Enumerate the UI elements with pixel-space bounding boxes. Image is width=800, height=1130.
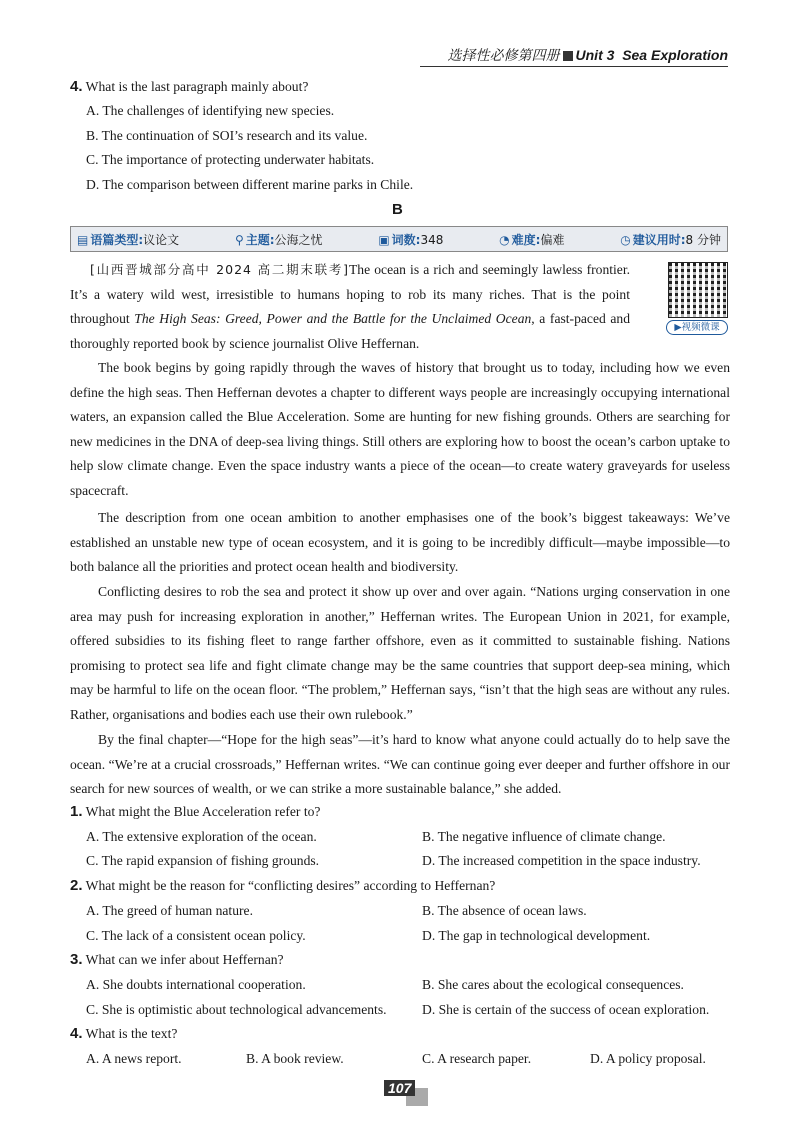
page-number: 107 [384, 1080, 415, 1096]
option: A. The challenges of identifying new species. [86, 103, 335, 118]
option: A. The greed of human nature. [86, 903, 253, 918]
gauge-icon: ◔ [499, 233, 510, 247]
question-number: 4. [70, 78, 83, 95]
paragraph-2: The book begins by going rapidly through the waves of history that brought us to today, including how we even define the high seas. Then Heffernan devotes a chapter to different ways people are increasingly occupying international waters, an expansion called the Blue Acceleration. Some are hunting for new fishing grounds. Others are searching for new medicines in the DNA of deep-sea living things. Still others are exploring how to boost the ocean’s carbon uptake to help slow climate change. Even the space industry wants a piece of the ocean—to create watery graveyards for useless spacecraft. [70, 360, 730, 498]
info-theme: ⚲ 主题:公海之忧 [234, 233, 323, 247]
option: C. She is optimistic about technological advancements. [86, 1002, 387, 1017]
option: A. A news report. [86, 1051, 182, 1066]
unit-topic: Sea Exploration [622, 47, 728, 63]
square-icon [563, 51, 573, 61]
paragraph-3: The description from one ocean ambition to another emphasises one of the book’s biggest takeaways: We’ve established an unstable new type of ocean ecosystem, and it is going to be incredibly difficult—maybe impossible—to both balance all the priorities and protect ocean health and biodiversity. [70, 510, 730, 575]
question-stem: What is the last paragraph mainly about? [85, 79, 309, 94]
option: D. The comparison between different marine parks in Chile. [86, 177, 414, 192]
option: D. The increased competition in the space industry. [422, 853, 701, 868]
question-2: 2. What might be the reason for “conflicting desires” according to Heffernan? [70, 877, 496, 894]
search-icon: ⚲ [234, 233, 244, 247]
paragraph-5: By the final chapter—“Hope for the high seas”—it’s hard to know what anyone could actually do to help save the ocean. “We’re at a crucial crossroads,” Heffernan writes. “We can continue going ever deeper and further offshore in our search for new sources of wealth, or we can strike a more sustainable balance,” she added. [70, 732, 730, 797]
option: A. The extensive exploration of the ocean. [86, 829, 317, 844]
option: D. The gap in technological development. [422, 928, 651, 943]
question-4: 4. What is the text? [70, 1025, 178, 1042]
clock-icon: ◷ [620, 233, 631, 247]
book-name: 选择性必修第四册 [447, 47, 560, 63]
qr-label: ▶视频微课 [666, 320, 728, 335]
source-tag: [山西晋城部分高中 2024 高二期末联考] [90, 262, 349, 277]
info-words: ▣ 词数:348 [378, 233, 444, 247]
option: C. A research paper. [422, 1051, 532, 1066]
option: A. She doubts international cooperation. [86, 977, 306, 992]
info-type: ▤ 语篇类型:议论文 [77, 233, 180, 247]
document-icon: ▣ [378, 233, 390, 247]
running-header [420, 44, 728, 67]
option: C. The rapid expansion of fishing grounds. [86, 853, 320, 868]
option: B. She cares about the ecological consequences. [422, 977, 684, 992]
option: D. She is certain of the success of ocean exploration. [422, 1002, 710, 1017]
unit-label: Unit 3 [575, 47, 615, 63]
passage-info-bar [70, 226, 728, 252]
question-3: 3. What can we infer about Heffernan? [70, 951, 284, 968]
option: B. A book review. [246, 1051, 344, 1066]
info-time: ◷ 建议用时:8 分钟 [620, 233, 721, 247]
book-icon: ▤ [77, 233, 89, 247]
info-difficulty: ◔ 难度:偏难 [499, 233, 565, 247]
option: C. The importance of protecting underwater habitats. [86, 152, 375, 167]
qr-image [668, 262, 728, 318]
option: B. The negative influence of climate change. [422, 829, 666, 844]
option: B. The continuation of SOI’s research and its value. [86, 128, 368, 143]
book-title: The High Seas: Greed, Power and the Battle for the Unclaimed Ocean [134, 311, 532, 327]
prev-question-4 [70, 78, 308, 96]
paragraph-1: [山西晋城部分高中 2024 高二期末联考]The ocean is a rich and seemingly lawless frontier. It’s a watery wild west, irresistible to humans hoping to rob its many riches. That is the point throughout The High Seas: Greed, Power and the Battle for the Unclaimed Ocean, a fast-paced and thoroughly reported book by science journalist Olive Heffernan. [70, 262, 631, 351]
option: B. The absence of ocean laws. [422, 903, 587, 918]
option: D. A policy proposal. [590, 1051, 706, 1066]
paragraph-4: Conflicting desires to rob the sea and protect it show up over and over again. “Nations urging conservation in one area may push for increasing exploration in another,” Heffernan writes. The European Union in 2021, for example, offered subsidies to its fishing fleet to range farther offshore, even as it committed to sustainable fishing. Nations promising to protect sea life and fight climate change may be the same countries that support deep-sea mining, which may be harmful to life on the ocean floor. “The problem,” Heffernan says, “isn’t that the high seas are without any rules. Rather, organisations and bodies each use their own rulebook.” [70, 584, 730, 722]
question-1: 1. What might the Blue Acceleration refer to? [70, 803, 321, 820]
option: C. The lack of a consistent ocean policy. [86, 928, 306, 943]
section-label: B [392, 201, 403, 218]
qr-code[interactable] [666, 262, 728, 336]
